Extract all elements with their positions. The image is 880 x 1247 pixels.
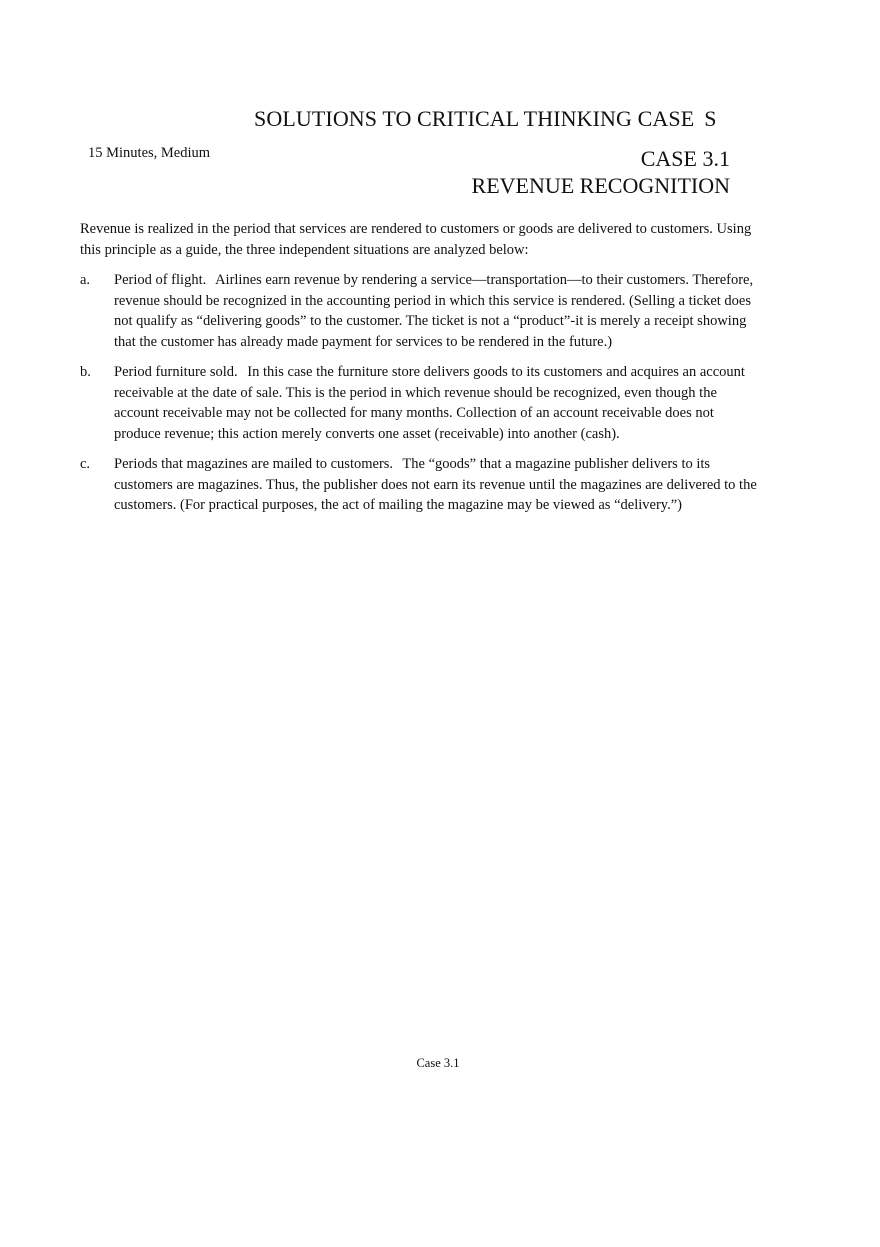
item-text: Airlines earn revenue by rendering a service—transportation—to their customers. Therefore, revenue should be recognized in the accounting period in which this service is rendered. (Selling a ticket does not qualify as “delivering goods” to the customer. The ticket is not a “product”-it is merely a receipt showing that the customer has already made payment for services to be rendered in the future.) <box>114 272 754 350</box>
situation-item-b <box>80 362 760 444</box>
intro-paragraph: Revenue is realized in the period that services are rendered to customers or goods are delivered to customers. Using this principle as a guide, the three independent situations are analyzed below: <box>80 221 752 258</box>
item-lead: Period furniture sold. <box>114 364 238 380</box>
item-marker: a. <box>80 272 91 288</box>
page-header-suffix: S <box>704 106 717 131</box>
case-title: REVENUE RECOGNITION <box>471 173 730 198</box>
item-lead: Period of flight. <box>114 272 207 288</box>
page-header <box>254 106 717 132</box>
situation-item-c <box>80 454 760 516</box>
page-footer: Case 3.1 <box>416 1056 460 1070</box>
item-marker: b. <box>80 364 91 380</box>
item-text: The “goods” that a magazine publisher delivers to its customers are magazines. Thus, the publisher does not earn its revenue until the magazines are delivered to the customers. (For practical purposes, the act of mailing the magazine may be viewed as “delivery.”) <box>114 456 757 513</box>
item-text: In this case the furniture store delivers goods to its customers and acquires an account receivable at the date of sale. This is the period in which revenue should be recognized, even though the account receivable may not be collected for many months. Collection of an account receivable does not produce revenue; this action merely converts one asset (receivable) into another (cash). <box>114 364 745 442</box>
item-marker: c. <box>80 456 91 472</box>
item-lead: Periods that magazines are mailed to customers. <box>114 456 394 472</box>
situation-item-a <box>80 270 760 352</box>
case-number: CASE 3.1 <box>640 146 730 171</box>
time-estimate: 15 Minutes, Medium <box>88 145 211 161</box>
situation-list <box>80 270 760 526</box>
page-header-title: SOLUTIONS TO CRITICAL THINKING CASE <box>254 106 695 131</box>
